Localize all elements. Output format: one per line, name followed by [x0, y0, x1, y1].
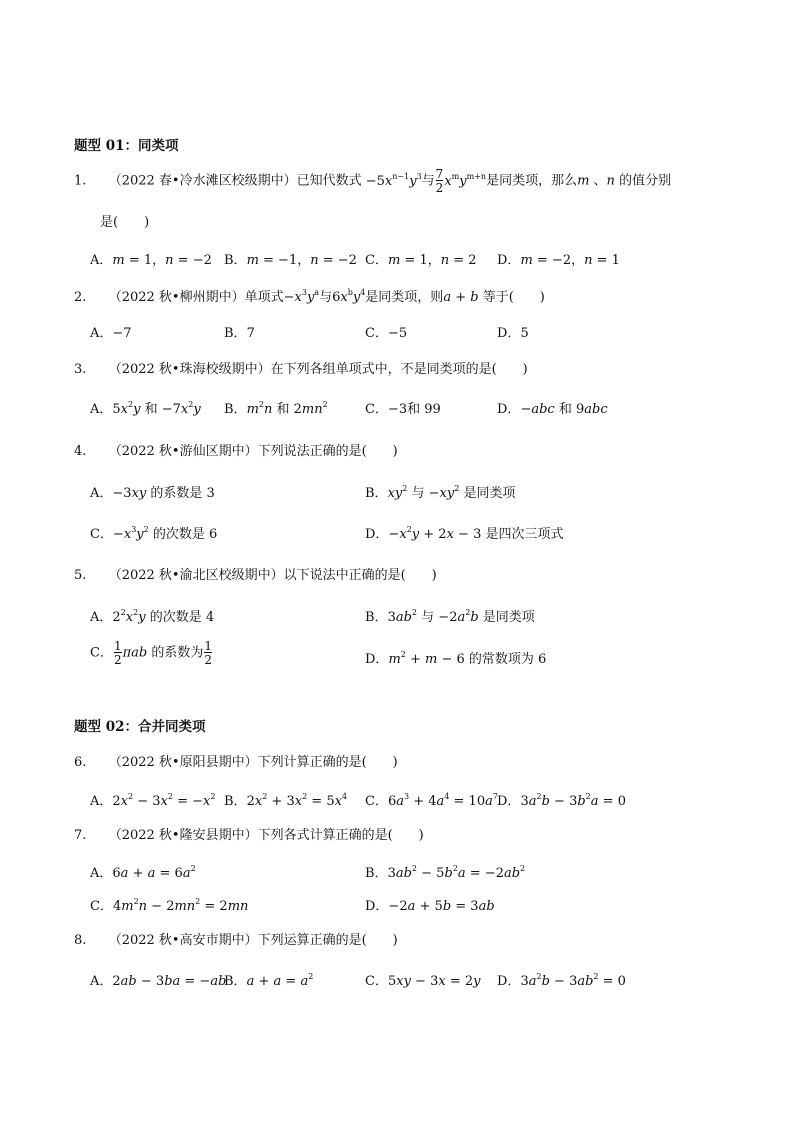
option-d: D．5: [497, 326, 529, 341]
question-source: （2022 秋•珠海校级期中）: [108, 362, 271, 377]
option-d: D．$-x^2y + 2x - 3$ 是四次三项式: [365, 525, 564, 542]
question-1-cont: 是( ): [100, 215, 150, 230]
question-source: （2022 秋•渝北区校级期中）: [108, 568, 284, 583]
math-expr: $x^my^{m+n}$: [444, 171, 487, 189]
option-a: A．m = 1，n = −2: [90, 253, 212, 268]
option-b: B．$m^2n$ 和 $2mn^2$: [224, 400, 328, 417]
option-c: C．$6a^3 + 4a^4 = 10a^7$: [365, 792, 498, 809]
math-expr: $6x^by^4$: [332, 288, 366, 305]
option-d: D．−2a + 5b = 3ab: [365, 899, 495, 914]
option-b: B．$3ab^2 - 5b^2a = -2ab^2$: [365, 864, 526, 881]
question-text: 下列各式计算正确的是( ): [257, 828, 424, 843]
question-source: （2022 秋•游仙区期中）: [108, 444, 258, 459]
option-b: B．$a + a = a^2$: [224, 972, 314, 989]
option-a: A．$2^2x^2y$ 的次数是 4: [90, 608, 215, 625]
option-d: D．$m^2 + m - 6$ 的常数项为 6: [365, 650, 547, 667]
section-title-2: 题型 02：合并同类项: [74, 719, 206, 735]
option-a: A．−3xy 的系数是 3: [90, 486, 215, 501]
fraction: $\frac{7}{2}$: [435, 167, 444, 195]
option-b: B．m = −1，n = −2: [224, 253, 357, 268]
option-b: B．$xy^2$ 与 $-xy^2$ 是同类项: [365, 484, 516, 501]
question-6: [74, 751, 398, 770]
option-d: D．m = −2，n = 1: [497, 253, 620, 268]
question-8: [74, 929, 398, 948]
question-number: 1.: [74, 173, 87, 189]
math-expr: $-x^3y^a$: [283, 288, 320, 305]
option-b: B．$3ab^2$ 与 $-2a^2b$ 是同类项: [365, 608, 535, 625]
question-source: （2022 秋•柳州期中）: [108, 290, 245, 305]
question-source: （2022 秋•隆安县期中）: [108, 828, 258, 843]
option-d: D．$3a^2b - 3ab^2 = 0$: [497, 972, 626, 989]
option-d: D．$3a^2b - 3b^2a = 0$: [497, 792, 626, 809]
option-d: D．−abc 和 9abc: [497, 402, 608, 417]
math-expr: $-5x^{n-1}y^3$: [365, 171, 422, 189]
question-2: 2. （2022 秋•柳州期中）单项式$-x^3y^a$与$6x^by^4$是同类项，则a + b 等于( ): [74, 288, 545, 305]
question-7: [74, 824, 424, 843]
option-b: B．$2x^2 + 3x^2 = 5x^4$: [224, 792, 348, 809]
question-source: （2022 春•冷水滩区校级期中）: [108, 173, 297, 189]
option-c: C．−5: [365, 326, 408, 341]
option-a: A．$6a + a = 6a^2$: [90, 864, 196, 881]
question-4: [74, 440, 398, 459]
question-number: 7.: [74, 828, 87, 843]
section-title-1: 题型 01：同类项: [74, 138, 179, 154]
option-a: A．−7: [90, 326, 132, 341]
option-c: C．m = 1，n = 2: [365, 253, 477, 268]
question-text: 下列说法正确的是( ): [257, 444, 398, 459]
option-c: C．5xy − 3x = 2y: [365, 974, 481, 989]
question-1: 1. （2022 春•冷水滩区校级期中）已知代数式 $-5x^{n-1}y^3$与 $\frac{7}{2}$ $x^my^{m+n}$是同类项，那么m 、n 的值分别: [74, 167, 672, 195]
question-number: 5.: [74, 568, 87, 583]
option-c: C．−3和 99: [365, 402, 441, 417]
question-text: 以下说法中正确的是( ): [283, 568, 437, 583]
question-text: 下列计算正确的是( ): [257, 755, 398, 770]
question-3: [74, 358, 528, 377]
question-5: [74, 564, 437, 583]
question-number: 2.: [74, 290, 87, 305]
option-c: C． $\frac{1}{2}$ πab 的系数为 $\frac{1}{2}$: [90, 639, 213, 667]
option-b: B．7: [224, 326, 255, 341]
option-a: A．2ab − 3ba = −ab: [90, 974, 227, 989]
question-number: 4.: [74, 444, 87, 459]
question-text: 已知代数式: [296, 173, 362, 189]
question-source: （2022 秋•高安市期中）: [108, 933, 258, 948]
question-number: 3.: [74, 362, 87, 377]
question-number: 8.: [74, 933, 87, 948]
question-number: 6.: [74, 755, 87, 770]
option-a: A．$2x^2 - 3x^2 = -x^2$: [90, 792, 216, 809]
question-text: 在下列各组单项式中，不是同类项的是( ): [270, 362, 528, 377]
question-source: （2022 秋•原阳县期中）: [108, 755, 258, 770]
option-a: A．$5x^2y$ 和 $-7x^2y$: [90, 400, 201, 417]
question-text: 下列运算正确的是( ): [257, 933, 398, 948]
option-c: C．$4m^2n - 2mn^2 = 2mn$: [90, 897, 249, 914]
option-c: C．$-x^3y^2$ 的次数是 6: [90, 525, 218, 542]
